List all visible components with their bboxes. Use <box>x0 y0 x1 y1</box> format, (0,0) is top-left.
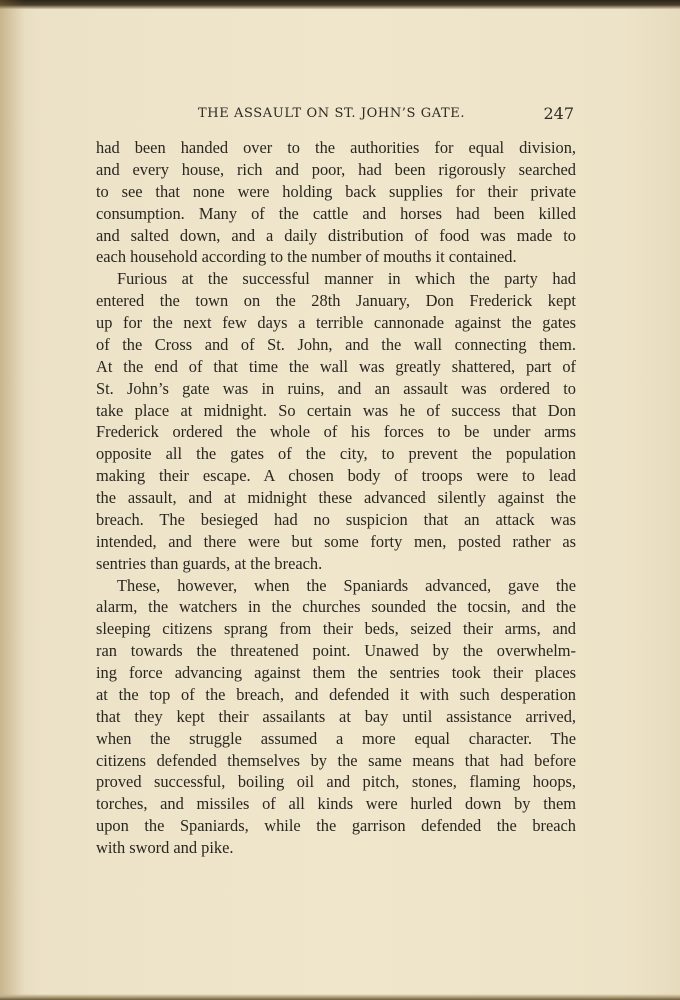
text-line: ing force advancing against them the sentries took their places <box>96 663 576 682</box>
text-line: take place at midnight. So certain was he of success that Don <box>96 400 576 420</box>
text-line: when the struggle assumed a more equal character. The <box>96 728 576 748</box>
text-line: citizens defended themselves by the same means that had before <box>96 750 576 770</box>
text-line: opposite all the gates of the city, to prevent the population <box>96 444 576 464</box>
text-line: ran towards the threatened point. Unawed by the overwhelm- <box>96 641 576 661</box>
text-line: proved successful, boiling oil and pitch, stones, flaming hoops, <box>96 772 576 792</box>
page-bottom-edge <box>0 994 680 1000</box>
text-line: and every house, rich and poor, had been rigorously searched <box>96 159 576 179</box>
text-line: At the end of that time the wall was greatly shattered, part of <box>96 356 576 376</box>
text-line: of the Cross and of St. John, and the wall connecting them. <box>96 334 576 354</box>
text-line: breach. The besieged had no suspicion that an attack was <box>96 509 576 529</box>
text-line: up for the next few days a terrible cannonade against the gates <box>96 313 576 332</box>
page-number: 247 <box>543 104 574 123</box>
text-line: at the top of the breach, and defended it with such desperation <box>96 684 576 704</box>
text-line: each household according to the number of mouths it contained. <box>96 247 517 267</box>
running-head: THE ASSAULT ON ST. JOHN’S GATE. <box>198 106 466 121</box>
text-line: had been handed over to the authorities for equal division, <box>96 138 576 157</box>
text-line: These, however, when the Spaniards advanced, gave the <box>117 575 576 595</box>
text-line: making their escape. A chosen body of troops were to lead <box>96 466 576 486</box>
text-line: St. John’s gate was in ruins, and an assault was ordered to <box>96 378 576 398</box>
paragraph-3 <box>96 575 576 859</box>
text-line: and salted down, and a daily distribution of food was made to <box>96 225 576 245</box>
text-line: alarm, the watchers in the churches sounded the tocsin, and the <box>96 597 576 617</box>
text-line: intended, and there were but some forty men, posted rather as <box>96 531 576 551</box>
text-line: entered the town on the 28th January, Don Frederick kept <box>96 291 576 311</box>
page-gutter-shadow <box>0 0 24 1000</box>
text-line: with sword and pike. <box>96 838 234 857</box>
text-line: the assault, and at midnight these advanced silently against the <box>96 488 576 507</box>
text-line: sentries than guards, at the breach. <box>96 553 323 573</box>
paragraph-1 <box>96 137 576 268</box>
text-line: consumption. Many of the cattle and horses had been killed <box>96 203 576 223</box>
body-text <box>96 137 576 859</box>
text-line: sleeping citizens sprang from their beds, seized their arms, and <box>96 619 576 639</box>
text-line: upon the Spaniards, while the garrison defended the breach <box>96 816 576 836</box>
text-line: to see that none were holding back supplies for their private <box>96 181 576 201</box>
text-line: Frederick ordered the whole of his forces to be under arms <box>96 422 576 442</box>
text-line: torches, and missiles of all kinds were hurled down by them <box>96 794 576 814</box>
page-top-edge <box>0 0 680 9</box>
paragraph-2 <box>96 268 576 574</box>
page-header <box>96 104 576 126</box>
text-line: Furious at the successful manner in which the party had <box>117 269 576 289</box>
text-line: that they kept their assailants at bay until assistance arrived, <box>96 706 576 726</box>
